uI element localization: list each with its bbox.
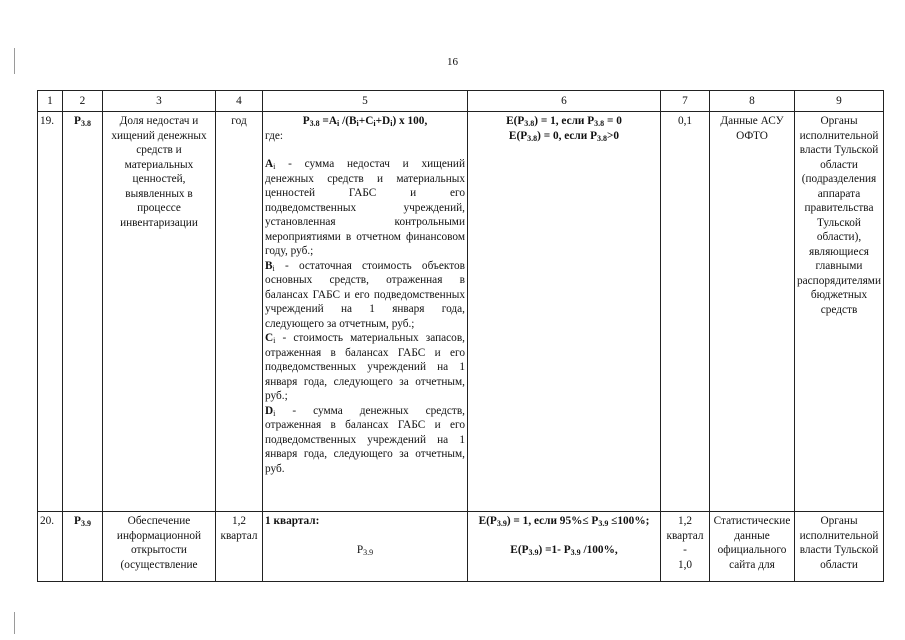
unit: год bbox=[216, 112, 263, 512]
scan-margin-mark bbox=[14, 48, 15, 74]
weight bbox=[661, 512, 710, 582]
weight-period: 1,2 квартал bbox=[666, 515, 704, 542]
formula-definition: $B_i$ - остаточная стоимость объектов основных средств, отраженная в балансах ГАБС и его подведомственных учреждений на 1 января года, следующего за отчетным, руб.; bbox=[265, 259, 465, 330]
score-line: $E(P_{3.9}) = 1$, если $95\%\le P_{3.9} \le 100\%$; bbox=[478, 515, 650, 528]
header-cell: 9 bbox=[795, 91, 884, 112]
table-row bbox=[38, 512, 884, 582]
indicators-table bbox=[37, 90, 884, 582]
formula-main: $P_{3.8} =A_i$ $/(B_i+C_i+D_i)$ x 100, bbox=[302, 115, 428, 128]
score-line: $E(P_{3.8}) = 0$, если $P_{3.8}>0$ bbox=[508, 129, 620, 143]
score-line: $E(P_{3.9}) =1-$ $P_{3.9}$ /100%, bbox=[510, 543, 618, 557]
data-source: Статистические данные официального сайта для bbox=[710, 512, 795, 582]
page-number: 16 bbox=[447, 56, 458, 68]
formula-cell bbox=[263, 512, 468, 582]
weight-value: 1,0 bbox=[677, 558, 693, 571]
header-cell: 5 bbox=[263, 91, 468, 112]
formula-definition: $C_i$ - стоимость материальных запасов, отраженная в балансах ГАБС и его подведомственных учреждений на 1 января года, следующего за отчетным, руб.; bbox=[265, 332, 465, 402]
indicator-name: Доля недостач и хищений денежных средств и материальных ценностей, выявленных в процессе инвентаризации bbox=[103, 112, 216, 512]
header-cell: 1 bbox=[38, 91, 63, 112]
indicator-name: Обеспечение информационной открытости (осуществление bbox=[103, 512, 216, 582]
header-cell: 3 bbox=[103, 91, 216, 112]
responsible-bodies: Органы исполнительной власти Тульской области (подразделения аппарата правительства Тульской области), являющиеся главными распорядителями бюджетных средств bbox=[795, 112, 884, 512]
score-cell bbox=[468, 112, 661, 512]
formula-cell bbox=[263, 112, 468, 512]
header-cell: 8 bbox=[710, 91, 795, 112]
responsible-bodies: Органы исполнительной власти Тульской области bbox=[795, 512, 884, 582]
header-row bbox=[38, 91, 884, 112]
header-cell: 6 bbox=[468, 91, 661, 112]
weight-dash: - bbox=[683, 544, 687, 556]
weight: 0,1 bbox=[661, 112, 710, 512]
score-line: $E(P_{3.8}) = 1$, если $P_{3.8} = 0$ bbox=[506, 115, 622, 128]
formula-definition: $A_i$ - сумма недостач и хищений денежных средств и материальных ценностей ГАБС и его подведомственных учреждений, установленная контрольными мероприятиями в отчетном финансовом году, руб.; bbox=[265, 158, 465, 257]
indicator-code: $P_{3.9}$ bbox=[63, 512, 103, 582]
scan-margin-mark bbox=[14, 612, 15, 634]
header-cell: 4 bbox=[216, 91, 263, 112]
unit: 1,2 квартал bbox=[216, 512, 263, 582]
indicator-code: $P_{3.8}$ bbox=[63, 112, 103, 512]
formula-symbol: $P_{3.9}$ bbox=[356, 543, 374, 557]
header-cell: 2 bbox=[63, 91, 103, 112]
row-number: 19. bbox=[38, 112, 63, 512]
table-row bbox=[38, 112, 884, 512]
formula-where: где: bbox=[265, 129, 283, 142]
data-source: Данные АСУ ОФТО bbox=[710, 112, 795, 512]
score-cell bbox=[468, 512, 661, 582]
formula-definition: $D_i$ - сумма денежных средств, отраженная в балансах ГАБС и его подведомственных учреждений на 1 января года, следующего за отчетным, руб. bbox=[265, 404, 465, 475]
row-number: 20. bbox=[38, 512, 63, 582]
formula-period: 1 квартал: bbox=[265, 515, 320, 527]
header-cell: 7 bbox=[661, 91, 710, 112]
